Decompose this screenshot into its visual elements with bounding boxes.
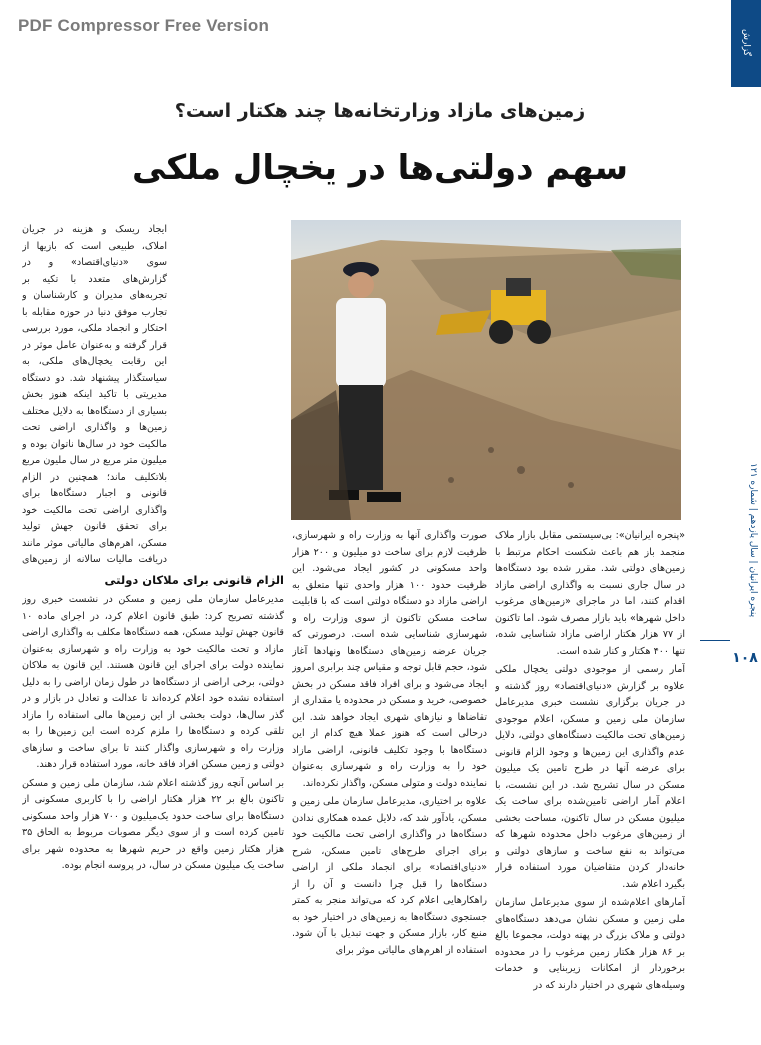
article-photo bbox=[291, 220, 681, 520]
paragraph: صورت واگذاری آنها به وزارت راه و شهرسازی، ظرفیت لازم برای ساخت دو میلیون و ۲۰۰ هزار واحد مسکونی در کشور ایجاد می‌شود. این ظرفیت حدود ۱۰۰ هزار واحدی تنها متعلق به اراضی مازاد دو دستگاه دولتی است که با قابلیت ساخت مسکن تاکنون از سوی وزارت راه و شهرسازی شناسایی شده است. درصورتی که جریان عرضه زمین‌های دستگاه‌ها ونهادها آغاز شود، حجم قابل توجه و مقیاس چند برابری امروز ایجاد می‌شود و برای افراد فاقد مسکن در بخش خصوصی، خرید و مسکن در محدوده یا مقداری از تقاضاها و نیازهای شهری ایجاد خواهد شد. این درحالی است که هنوز عملا هیچ کدام از این دستگاه‌ها با وجود تکلیف قانونی، اراضی مازاد خود را به وزارت راه و شهرسازی به‌عنوان نماینده دولت و متولی مسکن، واگذار نکرده‌اند. bbox=[292, 530, 487, 789]
text-column-right bbox=[495, 528, 685, 1040]
section-subhead: الزام قانونی برای ملاکان دولتی bbox=[104, 573, 284, 587]
paragraph: آمارهای اعلام‌شده از سوی مدیرعامل سازمان ملی زمین و مسکن نشان می‌دهد دستگاه‌های دولتی و ملاک بزرگ در پهنه دولت، مجموعا بالغ بر ۸۶ هزار هکتار زمین مرغوب را در محدوده برخوردار از امکانات زیربنایی و خدمات وسیله‌های شهری در اختیار دارند که در bbox=[495, 897, 685, 991]
article-headline: سهم دولتی‌ها در یخچال ملکی bbox=[131, 148, 629, 188]
page-number: ۱۰۸ bbox=[732, 650, 758, 666]
paragraph: آمار رسمی از موجودی دولتی یخچال ملکی علاوه بر گزارش «دنیای‌اقتصاد» روز گذشته و در جریان برگزاری نشست خبری مدیرعامل سازمان ملی زمین و مسکن، اعلام موجودی زمین‌های تحت مالکیت دستگاه‌های دولتی، دلایل عدم واگذاری این زمین‌ها و وجود الزام قانونی برای عرضه آنها در طرح تامین یک میلیون مسکن در سال تشریح شد. در این نشست، با اعلام آمار اراضی تامین‌شده برای ساخت یک میلیون مسکن در سال تاکنون، مساحت بخشی از زمین‌های مرغوب داخل محدوده شهرها که می‌تواند به نفع ساخت و سازهای دولتی و خانه‌دار کردن متقاضیان مورد استفاده قرار بگیرد اعلام شد. bbox=[495, 664, 685, 890]
paragraph: علاوه بر اختیاری، مدیرعامل سازمان ملی زمین و مسکن، یادآور شد که، دلایل عمده همکاری ندادن دستگاه‌ها در واگذاری اراضی تحت مالکیت خود برای اجرای طرح‌های تامین مسکن، شرح «دنیای‌اقتصاد» برای انجماد ملکی از اراضی دستگاه‌ها را قبل چرا دانست و آن را از راهکارهایی اعلام کرد که می‌تواند منجر به کمتر جستجوی دستگاه‌ها به زمین‌های در اختیار خود به منبع کار، بازار مسکن و جهت تبدیل با آن شود. استفاده از اهرم‌های مالیاتی موثر برای bbox=[292, 796, 487, 956]
article-kicker: زمین‌های مازاد وزارتخانه‌ها چند هکتار است؟ bbox=[174, 100, 586, 122]
text-column-left-upper bbox=[22, 222, 167, 567]
paragraph: ایجاد ریسک و هزینه در جریان املاک، طبیعی است که بازیها از سوی «دنیای‌اقتصاد» و در گزارش‌های متعدد با تکیه بر تجربه‌های مدیران و کارشناسان و تجارب موفق دنیا در حوزه مقابله با احتکار و انجماد ملکی، مورد بررسی قرار گرفته و به‌عنوان عامل موثر در این رقابت یخچال‌های ملکی، به سیاستگذار پیشنهاد شد. دو دستگاه مدیریتی با تاکید اینکه هنوز بخش بسیاری از دستگاه‌ها به دلایل مختلف زمین‌ها و واگذاری اراضی تحت مالکیت خود در سال‌ها ناتوان بوده و میلیون متر مربع در سال ملیون مربع بلاتکلیف ماند؛ همچنین در الزام قانونی و اجبار دستگاه‌ها برای واگذاری اراضی تحت مالکیت خود برای تحقق قانون جهش تولید مسکن، اهرم‌های مالیاتی موثر مانند دریافت مالیات سالانه از زمین‌های bbox=[22, 224, 167, 565]
text-column-middle bbox=[292, 528, 487, 1040]
photo-illustration bbox=[291, 220, 681, 520]
section-tab: گزارش bbox=[731, 0, 761, 86]
watermark-text: PDF Compressor Free Version bbox=[18, 16, 270, 35]
text-column-left-lower bbox=[22, 568, 284, 1038]
issue-ribbon: پنجره ایرانیان | سال یازدهم | شماره ۱۲۱ bbox=[748, 462, 758, 618]
side-divider bbox=[731, 86, 761, 87]
paragraph: بر اساس آنچه روز گذشته اعلام شد، سازمان ملی زمین و مسکن تاکنون بالغ بر ۲۲ هزار هکتار اراضی را با کاربری مسکونی از دستگاه‌ها برای ساخت حدود یک‌میلیون و ۷۰۰ هزار واحد مسکونی تامین کرده است و از سوی دیگر مصوبات مربوط به الحاق ۳۵ هزار هکتار زمین واقع در حریم شهرها به محدوده شهر برای ساخت یک میلیون مسکن در سال، در پروسه انجام بوده. bbox=[22, 777, 284, 871]
paragraph: مدیرعامل سازمان ملی زمین و مسکن در نشست خبری روز گذشته تصریح کرد: طبق قانون اعلام کرد، در اجرای ماده ۱۰ قانون جهش تولید مسکن، همه دستگاه‌ها مکلف به واگذاری اراضی مازاد و تحت مالکیت خود به وزارت راه و شهرسازی به‌عنوان نماینده دولت برای اجرای این قانون هستند. این قانون به ملاکان دولتی، برخی اراضی از دستگاه‌ها در طول زمان اراضی را به دلیل استفاده نشده خود اعلام کرده‌اند تا عدالت و تعادل در بازار و در گذر سال‌ها، دولت بخشی از این زمین‌ها مالی استفاده را مازاد تلقی کرده و دستگاه‌ها را ملزم کرده است این زمین‌ها را به وزارت راه و شهرسازی واگذار کنند تا برای ساخت و سازهای دولتی و زمین مسکن افراد فاقد خانه، مورد استفاده قرار دهند. bbox=[22, 594, 284, 770]
paragraph: «پنجره ایرانیان»: بی‌سیستمی مقابل بازار ملاک منجمد باز هم باعث شکست احکام مرتبط با زمین‌های دولتی شد. مقرر شده بود دستگاه‌ها در سال جاری نسبت به واگذاری اراضی مازاد اقدام کنند، اما در ماجرای «زمین‌های مرغوب داخل شهرها» باید بازار مصرف شود. اما تاکنون از ۷۷ هزار هکتار اراضی مازاد شناسایی شده، تنها ۴۰۰ هکتار و کنار شده است. bbox=[495, 530, 685, 657]
page-number-rule bbox=[700, 640, 730, 641]
